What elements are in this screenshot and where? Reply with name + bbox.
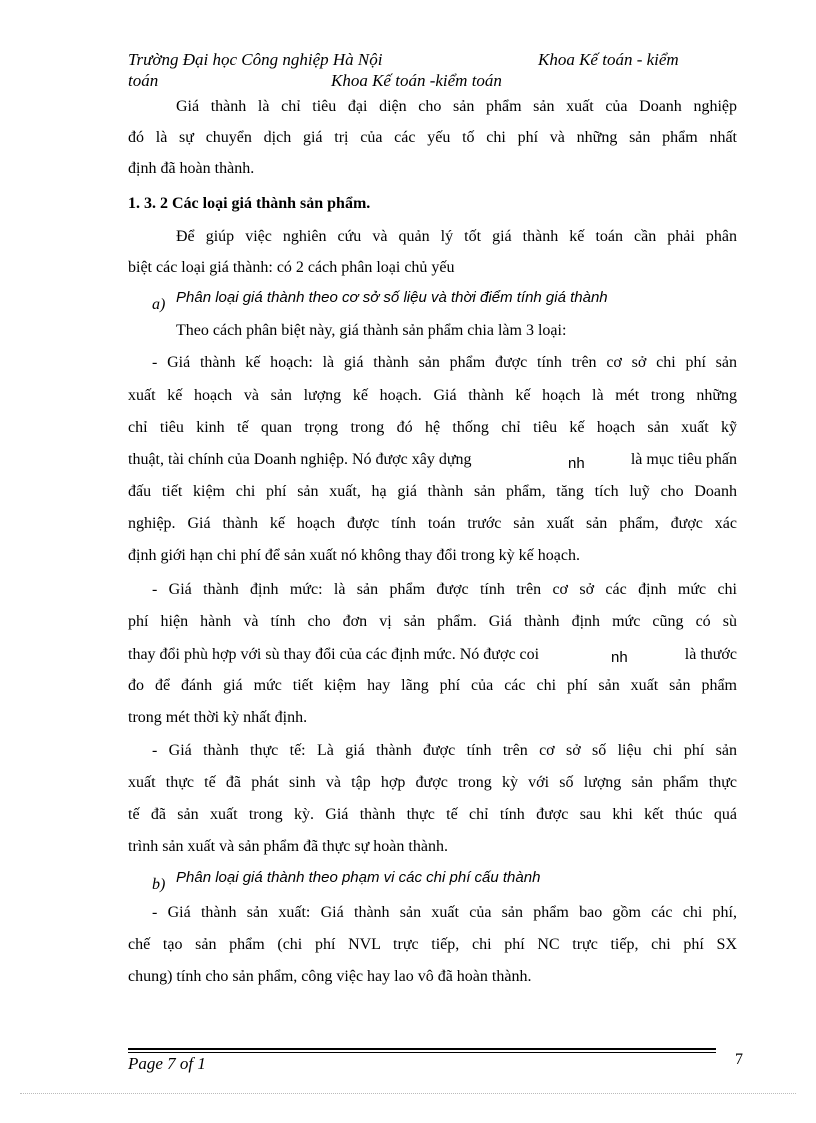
- footer-page-text: Page 7 of 1: [128, 1054, 206, 1073]
- paragraph-line: tế đã sản xuất trong kỳ. Giá thành thực tế chỉ tính được sau khi kết thúc quá: [128, 806, 737, 823]
- paragraph-line: nghiệp. Giá thành kế hoạch được tính toán trước sản xuất sản phẩm, được xác: [128, 515, 737, 532]
- inline-nh: nh: [568, 455, 585, 472]
- paragraph-line: phí hiện hành và tính cho đơn vị sản phẩm. Giá thành định mức cũng có sù: [128, 613, 737, 630]
- paragraph-line: - Giá thành kế hoạch: là giá thành sản phẩm được tính trên cơ sở chi phí sản: [152, 354, 737, 371]
- paragraph-line: - Giá thành thực tế: Là giá thành được tính trên cơ sở số liệu chi phí sản: [152, 742, 737, 759]
- paragraph-line: xuất kế hoạch và sản lượng kế hoạch. Giá thành kế hoạch là mét trong những: [128, 387, 737, 404]
- paragraph-line: đó là sự chuyển dịch giá trị của các yếu tố chi phí và những sản phẩm nhất: [128, 129, 737, 146]
- paragraph-line: - Giá thành sản xuất: Giá thành sản xuất của sản phẩm bao gồm các chi phí,: [152, 904, 737, 921]
- paragraph-line: - Giá thành định mức: là sản phẩm được tính trên cơ sở các định mức chi: [152, 581, 737, 598]
- inline-nh: nh: [611, 649, 628, 666]
- paragraph-line: trình sản xuất và sản phẩm đã thực sự hoàn thành.: [128, 838, 448, 855]
- paragraph-line: trong mét thời kỳ nhất định.: [128, 709, 308, 726]
- subsection-b-label: b): [152, 876, 166, 893]
- paragraph-line: thuật, tài chính của Doanh nghiệp. Nó được xây dựng: [128, 451, 472, 468]
- footer-rule: [128, 1048, 716, 1050]
- paragraph-line: chung) tính cho sản phẩm, công việc hay lao vô đã hoàn thành.: [128, 968, 532, 985]
- subsection-b-title: Phân loại giá thành theo phạm vi các chi phí cấu thành: [176, 869, 541, 886]
- section-heading: 1. 3. 2 Các loại giá thành sản phẩm.: [128, 195, 371, 212]
- page-break-divider: [20, 1093, 796, 1094]
- footer-page-number: 7: [735, 1051, 743, 1068]
- paragraph-line: thay đổi phù hợp với sù thay đổi của các định mức. Nó được coi: [128, 646, 540, 663]
- paragraph-line: là thước: [684, 646, 737, 663]
- paragraph-line: là mục tiêu phấn: [630, 451, 737, 468]
- paragraph-line: định giới hạn chi phí để sản xuất nó không thay đổi trong kỳ kế hoạch.: [128, 547, 580, 564]
- header-dept-right: Khoa Kế toán - kiểm: [538, 50, 679, 69]
- subsection-a-title: Phân loại giá thành theo cơ sở số liệu và thời điểm tính giá thành: [176, 289, 608, 306]
- paragraph-line: định đã hoàn thành.: [128, 160, 255, 177]
- paragraph-line: đấu tiết kiệm chi phí sản xuất, hạ giá thành sản phẩm, tăng tích luỹ cho Doanh: [128, 483, 737, 500]
- header-school: Trường Đại học Công nghiệp Hà Nội: [128, 50, 383, 69]
- paragraph-line: biệt các loại giá thành: có 2 cách phân loại chủ yếu: [128, 259, 455, 276]
- subsection-a-label: a): [152, 296, 166, 313]
- paragraph-line: chế tạo sản phẩm (chi phí NVL trực tiếp, chi phí NC trực tiếp, chi phí SX: [128, 936, 737, 953]
- paragraph-line: xuất thực tế đã phát sinh và tập hợp được trong kỳ với số lượng sản phẩm thực: [128, 774, 737, 791]
- paragraph-line: chỉ tiêu kinh tế quan trọng trong đó hệ thống chỉ tiêu kế hoạch sản xuất kỹ: [128, 419, 737, 436]
- footer-rule-thin: [128, 1052, 716, 1053]
- header-dept-right-wrap: toán: [128, 71, 159, 90]
- paragraph-line: Giá thành là chỉ tiêu đại diện cho sản phẩm sản xuất của Doanh nghiệp: [176, 98, 737, 115]
- header-dept-center: Khoa Kế toán -kiểm toán: [331, 71, 502, 90]
- paragraph-line: Theo cách phân biệt này, giá thành sản phẩm chia làm 3 loại:: [176, 322, 567, 339]
- paragraph-line: đo để đánh giá mức tiết kiệm hay lãng phí của các chi phí sản xuất sản phẩm: [128, 677, 737, 694]
- paragraph-line: Để giúp việc nghiên cứu và quản lý tốt giá thành kế toán cần phải phân: [176, 228, 737, 245]
